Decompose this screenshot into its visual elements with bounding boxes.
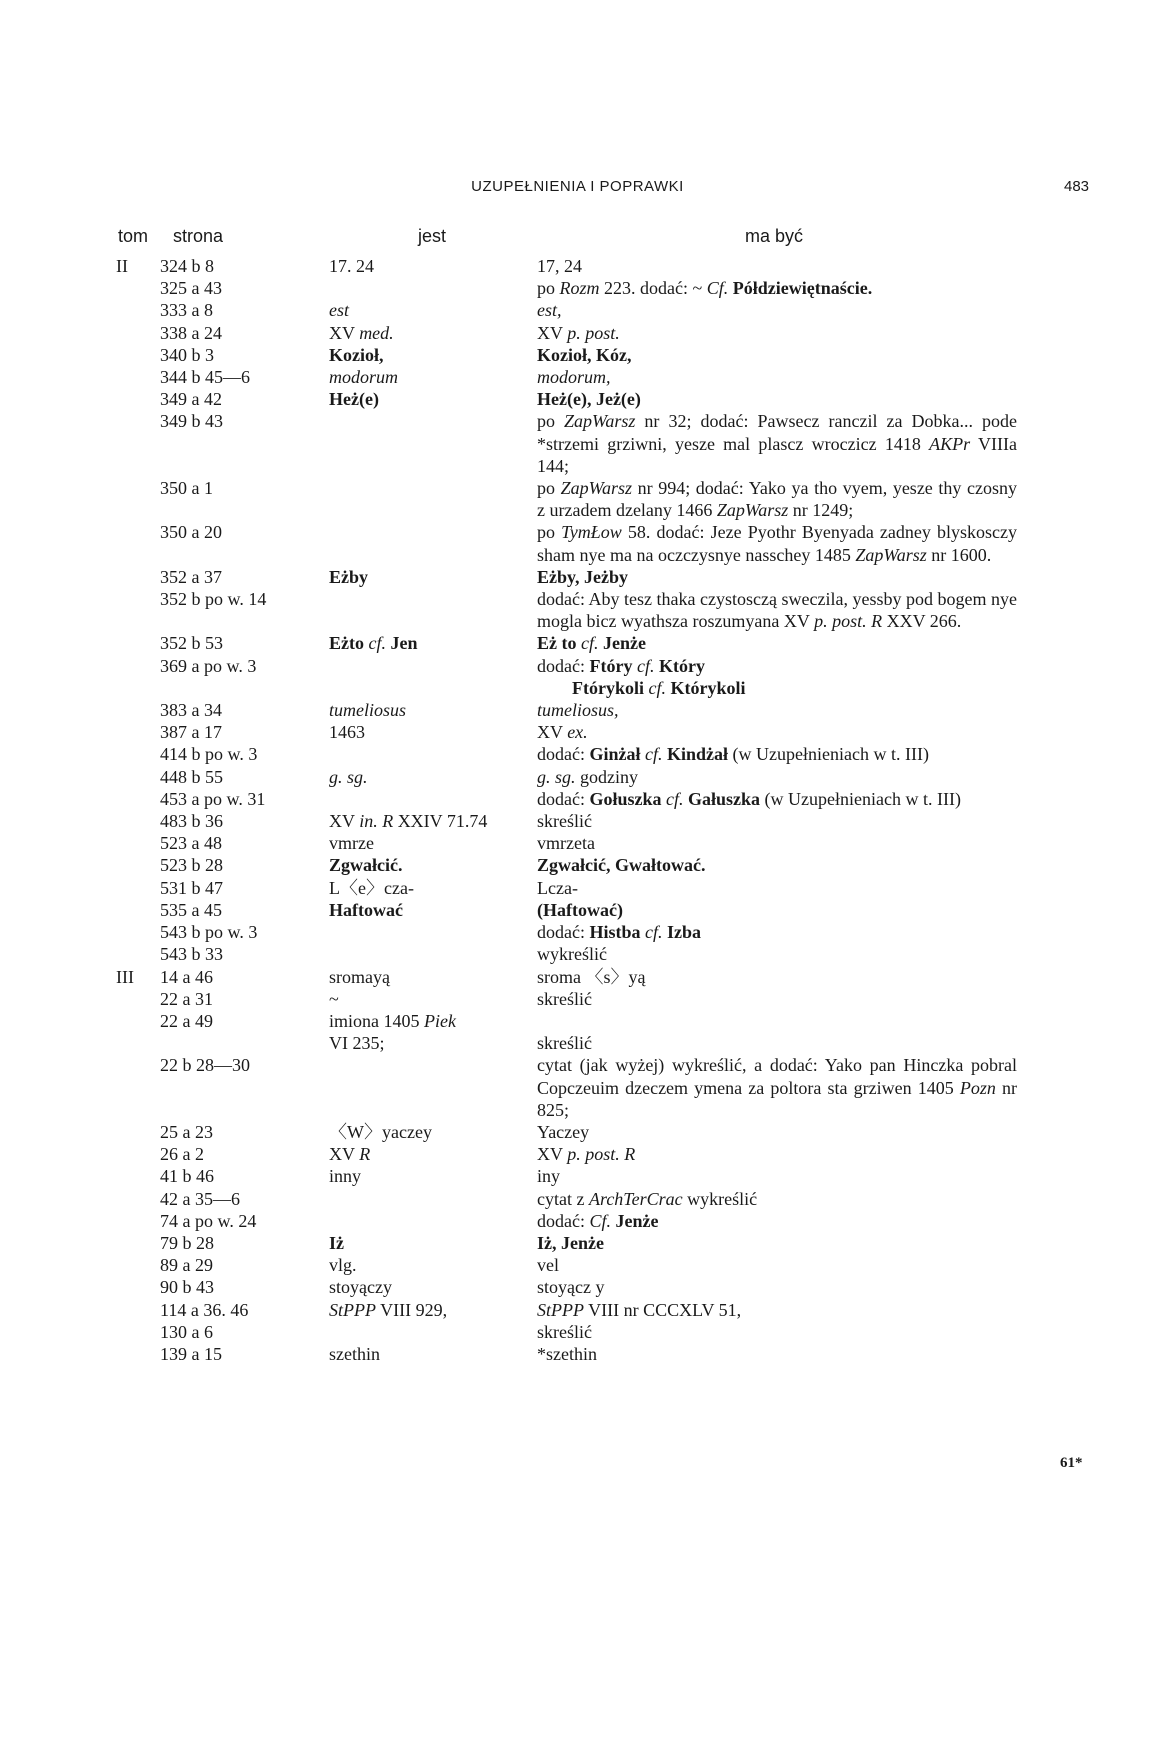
- ref-cell: 139 a 15: [160, 1343, 222, 1364]
- ma-cell: Eż to cf. Jenże: [537, 633, 646, 654]
- ma-cell: vel: [537, 1255, 559, 1276]
- column-header-ma-byc: ma być: [745, 226, 804, 246]
- ma-cell: po ZapWarsz nr 994; dodać: Yako ya tho vyem, yesze thy czosny z urzadem dzelany 1466 ZapWarsz nr 1249;: [537, 478, 1017, 521]
- ma-cell: Zgwałcić, Gwałtować.: [537, 855, 706, 876]
- ref-cell: 387 a 17: [160, 722, 222, 743]
- table-row: [0, 410, 1155, 477]
- ma-cell: dodać: Ginżał cf. Kindżał (w Uzupełnieniach w t. III): [537, 744, 929, 765]
- jest-cell: vmrze: [329, 833, 374, 854]
- jest-cell: XV in. R XXIV 71.74: [329, 811, 488, 832]
- table-row: [0, 1010, 1155, 1054]
- jest-cell: modorum: [329, 367, 399, 388]
- jest-cell: est: [329, 300, 349, 321]
- ref-cell: 25 a 23: [160, 1121, 213, 1142]
- table-row: [0, 854, 1155, 876]
- ma-cell: XV p. post.: [537, 322, 620, 343]
- jest-cell: Eżby: [329, 566, 369, 587]
- ref-cell: 352 b 53: [160, 633, 223, 654]
- table-row: [0, 766, 1155, 788]
- jest-cell: XV med.: [329, 322, 394, 343]
- table-row: [0, 921, 1155, 943]
- ma-cell: 17, 24: [537, 256, 582, 276]
- ma-cell: po ZapWarsz nr 32; dodać: Pawsecz ranczil za Dobka... pode *strzemi grziwni, yesze mal plascz wroczicz 1418 AKPr VIIIa 144;: [537, 411, 1017, 476]
- ref-cell: 349 a 42: [160, 389, 222, 410]
- ma-cell: Yaczey: [537, 1121, 590, 1142]
- table-row: [0, 588, 1155, 632]
- ref-cell: 324 b 8: [160, 256, 214, 276]
- jest-cell: g. sg.: [329, 766, 368, 787]
- ref-cell: 26 a 2: [160, 1144, 204, 1165]
- ref-cell: 523 a 48: [160, 833, 222, 854]
- ref-cell: 352 a 37: [160, 566, 222, 587]
- ref-cell: 448 b 55: [160, 766, 223, 787]
- table-row: [0, 1321, 1155, 1343]
- jest-cell: StPPP VIII 929,: [329, 1299, 448, 1320]
- table-row: [0, 1054, 1155, 1121]
- table-row: [0, 388, 1155, 410]
- ma-cell: dodać: Ftóry cf. Który: [537, 655, 705, 676]
- tom-cell: II: [116, 256, 128, 276]
- ma-cell: cytat (jak wyżej) wykreślić, a dodać: Yako pan Hinczka pobral Copczeuim dzeczem ymena za poltora sta grziwen 1405 Pozn nr 825;: [537, 1055, 1017, 1120]
- jest-cell: Iż: [329, 1232, 344, 1253]
- jest-cell: imiona 1405 Piek VI 235;: [329, 1010, 456, 1054]
- ma-cell: dodać: Cf. Jenże: [537, 1210, 659, 1231]
- jest-cell: sromayą: [329, 966, 390, 987]
- ma-cell: skreślić: [537, 811, 592, 832]
- ma-cell: dodać: Aby tesz thaka czystosczą sweczila, yessby pod bogem nye mogla bicz wyathsza roszumyana XV p. post. R XXV 266.: [537, 589, 1017, 632]
- table-row: [0, 1165, 1155, 1187]
- ma-cell: XV ex.: [537, 722, 588, 743]
- ma-cell: skreślić: [537, 1033, 592, 1054]
- ma-cell: est,: [537, 300, 562, 321]
- ma-cell: *szethin: [537, 1343, 597, 1364]
- ref-cell: 383 a 34: [160, 700, 222, 721]
- page-number: 483: [1064, 178, 1090, 195]
- ref-cell: 543 b po w. 3: [160, 922, 258, 943]
- ma-cell: StPPP VIII nr CCCXLV 51,: [537, 1299, 742, 1320]
- jest-cell: 17. 24: [329, 256, 374, 276]
- ref-cell: 333 a 8: [160, 300, 213, 321]
- ma-cell: Iż, Jenże: [537, 1232, 604, 1253]
- ma-cell-continuation: Ftórykoli cf. Którykoli: [572, 677, 746, 698]
- table-row: [0, 877, 1155, 899]
- jest-cell: Haftować: [329, 899, 403, 920]
- column-header-strona: strona: [173, 226, 224, 246]
- jest-cell: stoyączy: [329, 1277, 392, 1298]
- ref-cell: 79 b 28: [160, 1232, 214, 1253]
- ref-cell: 90 b 43: [160, 1277, 214, 1298]
- table-row: [0, 899, 1155, 921]
- ref-cell: 453 a po w. 31: [160, 788, 266, 809]
- ref-cell: 130 a 6: [160, 1321, 213, 1342]
- printer-signature: 61*: [1060, 1455, 1083, 1471]
- ref-cell: 523 b 28: [160, 855, 223, 876]
- ma-cell: Heż(e), Jeż(e): [537, 389, 641, 410]
- jest-cell: Kozioł,: [329, 344, 384, 365]
- ma-cell: dodać: Gołuszka cf. Gałuszka (w Uzupełnieniach w t. III): [537, 788, 961, 809]
- ref-cell: 535 a 45: [160, 899, 222, 920]
- ma-cell: wykreślić: [537, 944, 607, 965]
- ref-cell: 340 b 3: [160, 344, 214, 365]
- jest-cell: L〈e〉cza-: [329, 877, 414, 898]
- ma-cell: Eżby, Jeżby: [537, 566, 629, 587]
- ref-cell: 369 a po w. 3: [160, 655, 257, 676]
- table-row: [0, 277, 1155, 299]
- table-row: [0, 255, 1155, 277]
- jest-cell: 〈W〉yaczey: [329, 1121, 432, 1142]
- ma-cell: Lcza-: [537, 877, 578, 898]
- ma-cell: dodać: Histba cf. Izba: [537, 922, 702, 943]
- ref-cell: 114 a 36. 46: [160, 1299, 249, 1320]
- ref-cell: 350 a 1: [160, 478, 213, 499]
- jest-cell: vlg.: [329, 1255, 357, 1276]
- ref-cell: 89 a 29: [160, 1255, 213, 1276]
- table-row: [0, 810, 1155, 832]
- table-row: [0, 322, 1155, 344]
- ma-cell: XV p. post. R: [537, 1144, 636, 1165]
- table-row: [0, 366, 1155, 388]
- jest-cell: XV R: [329, 1144, 371, 1165]
- table-row: [0, 299, 1155, 321]
- ma-cell: modorum,: [537, 367, 611, 388]
- ref-cell: 349 b 43: [160, 411, 223, 432]
- ref-cell: 344 b 45—6: [160, 367, 250, 388]
- jest-cell: ~: [329, 988, 339, 1009]
- jest-cell: Heż(e): [329, 389, 379, 410]
- ref-cell: 14 a 46: [160, 966, 213, 987]
- table-row: [0, 721, 1155, 743]
- table-row: [0, 1276, 1155, 1298]
- table-row: [0, 966, 1155, 988]
- jest-cell: Eżto cf. Jen: [329, 633, 418, 654]
- table-row: [0, 1343, 1155, 1365]
- ref-cell: 22 a 49: [160, 1010, 213, 1031]
- ref-cell: 352 b po w. 14: [160, 589, 267, 610]
- ref-cell: 543 b 33: [160, 944, 223, 965]
- ma-cell: iny: [537, 1166, 561, 1187]
- ma-cell: (Haftować): [537, 899, 623, 920]
- column-header-tom: tom: [118, 226, 149, 246]
- table-row: [0, 344, 1155, 366]
- table-row: [0, 1210, 1155, 1232]
- table-row: [0, 788, 1155, 810]
- table-row: [0, 521, 1155, 565]
- table-row: [0, 1121, 1155, 1143]
- table-row: [0, 1143, 1155, 1165]
- table-row: [0, 1299, 1155, 1321]
- ma-cell: cytat z ArchTerCrac wykreślić: [537, 1188, 758, 1209]
- ref-cell: 325 a 43: [160, 278, 222, 299]
- table-row: [0, 1254, 1155, 1276]
- ref-cell: 42 a 35—6: [160, 1188, 240, 1209]
- ma-cell: vmrzeta: [537, 833, 595, 854]
- table-row: [0, 988, 1155, 1010]
- ref-cell: 22 b 28—30: [160, 1055, 250, 1076]
- jest-cell: szethin: [329, 1343, 380, 1364]
- ref-cell: 350 a 20: [160, 522, 222, 543]
- tom-cell: III: [116, 966, 134, 987]
- table-row: [0, 832, 1155, 854]
- ref-cell: 22 a 31: [160, 988, 213, 1009]
- ref-cell: 74 a po w. 24: [160, 1210, 257, 1231]
- table-row: [0, 699, 1155, 721]
- jest-cell: inny: [329, 1166, 362, 1187]
- ma-cell: skreślić: [537, 1321, 592, 1342]
- running-head: UZUPEŁNIENIA I POPRAWKI: [471, 178, 684, 195]
- table-row: [0, 1188, 1155, 1210]
- ref-cell: 41 b 46: [160, 1166, 214, 1187]
- ref-cell: 531 b 47: [160, 877, 223, 898]
- table-row: [0, 477, 1155, 521]
- table-row: [0, 943, 1155, 965]
- ma-cell: skreślić: [537, 988, 592, 1009]
- table-row: [0, 566, 1155, 588]
- ma-cell: Kozioł, Kóz,: [537, 344, 632, 365]
- ref-cell: 483 b 36: [160, 811, 223, 832]
- ma-cell: sroma 〈s〉yą: [537, 966, 646, 987]
- table-row: [0, 632, 1155, 654]
- jest-cell: Zgwałcić.: [329, 855, 403, 876]
- ref-cell: 414 b po w. 3: [160, 744, 258, 765]
- ma-cell: g. sg. godziny: [537, 766, 639, 787]
- jest-cell: 1463: [329, 722, 365, 743]
- table-row: [0, 743, 1155, 765]
- ma-cell: po Rozm 223. dodać: ~ Cf. Półdziewiętnaście.: [537, 278, 873, 299]
- table-row: [0, 655, 1155, 699]
- ma-cell: po TymŁow 58. dodać: Jeze Pyothr Byenyada zadney blyskosczy sham nye ma na oczczysnye nasschey 1485 ZapWarsz nr 1600.: [537, 522, 1018, 565]
- ma-cell: tumeliosus,: [537, 700, 619, 721]
- corrections-table: [0, 255, 1155, 1365]
- column-header-jest: jest: [418, 226, 447, 246]
- table-row: [0, 1232, 1155, 1254]
- ma-cell: stoyącz y: [537, 1277, 605, 1298]
- jest-cell: tumeliosus: [329, 700, 407, 721]
- ref-cell: 338 a 24: [160, 322, 222, 343]
